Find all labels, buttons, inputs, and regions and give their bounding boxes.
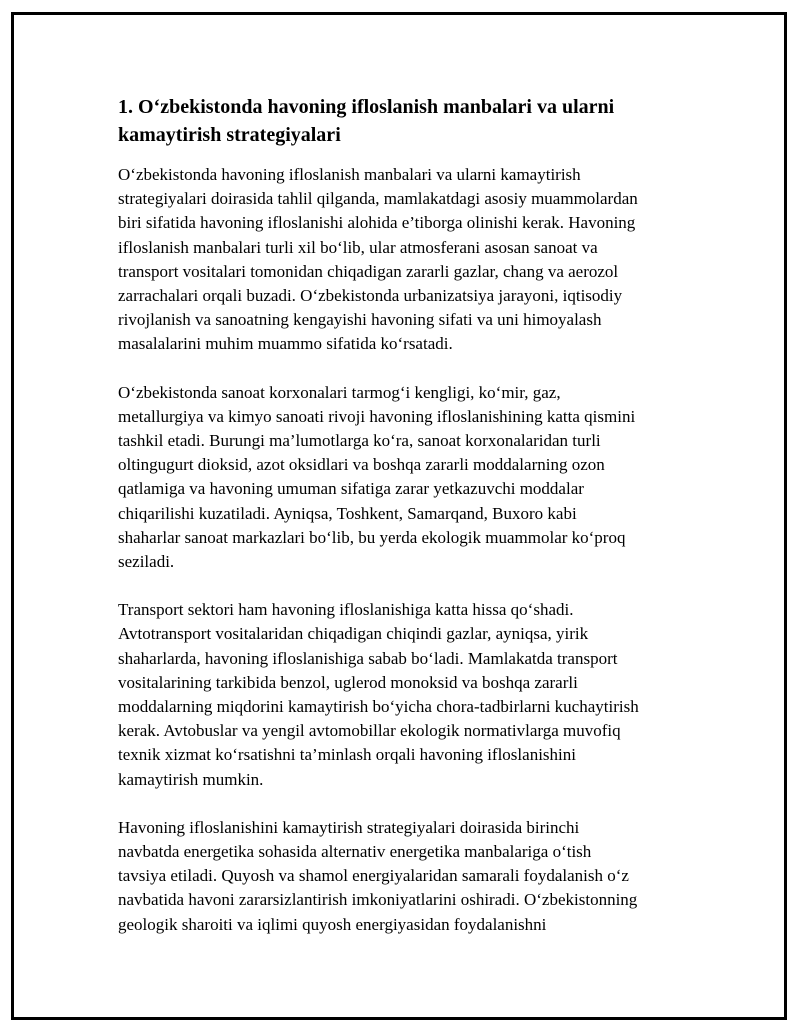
- text-line: kerak. Avtobuslar va yengil avtomobillar ekologik normativlarga muvofiq: [118, 721, 621, 741]
- document-body: [118, 93, 690, 937]
- heading-line: 1. O‘zbekistonda havoning ifloslanish manbalari va ularni: [118, 96, 615, 118]
- text-line: navbatda energetika sohasida alternativ energetika manbalariga o‘tish: [118, 842, 592, 862]
- text-line: moddalarning miqdorini kamaytirish bo‘yicha chora-tadbirlarni kuchaytirish: [118, 697, 639, 717]
- text-line: shaharlar sanoat markazlari bo‘lib, bu yerda ekologik muammolar ko‘proq: [118, 527, 626, 547]
- text-line: oltingugurt dioksid, azot oksidlari va boshqa zararli moddalarning ozon: [118, 455, 605, 475]
- text-line: texnik xizmat ko‘rsatishni ta’minlash orqali havoning ifloslanishini: [118, 745, 576, 765]
- text-line: Havoning ifloslanishini kamaytirish strategiyalari doirasida birinchi: [118, 817, 580, 837]
- text-line: tashkil etadi. Burungi ma’lumotlarga ko‘ra, sanoat korxonalaridan turli: [118, 431, 601, 451]
- paragraph-gap: [118, 357, 690, 381]
- paragraph-2: [118, 381, 690, 575]
- text-line: navbatida havoni zararsizlantirish imkoniyatlarini oshiradi. O‘zbekistonning: [118, 890, 638, 910]
- text-line: tavsiya etiladi. Quyosh va shamol energiyalaridan samarali foydalanish o‘z: [118, 866, 629, 886]
- text-line: metallurgiya va kimyo sanoati rivoji havoning ifloslanishining katta qismini: [118, 406, 636, 426]
- text-line: zarrachalari orqali buzadi. O‘zbekistonda urbanizatsiya jarayoni, iqtisodiy: [118, 286, 623, 306]
- paragraph-gap: [118, 792, 690, 816]
- text-line: transport vositalari tomonidan chiqadigan zararli gazlar, chang va aerozol: [118, 261, 619, 281]
- paragraph-1: [118, 163, 690, 357]
- text-line: strategiyalari doirasida tahlil qilganda, mamlakatdagi asosiy muammolardan: [118, 189, 638, 209]
- paragraph-4: [118, 816, 690, 937]
- text-line: rivojlanish va sanoatning kengayishi havoning sifati va uni himoyalash: [118, 310, 602, 330]
- text-line: biri sifatida havoning ifloslanishi alohida e’tiborga olinishi kerak. Havoning: [118, 213, 636, 233]
- text-line: kamaytirish mumkin.: [118, 769, 264, 789]
- text-line: seziladi.: [118, 552, 175, 572]
- text-line: Transport sektori ham havoning ifloslanishiga katta hissa qo‘shadi.: [118, 600, 574, 620]
- section-heading: [118, 93, 690, 149]
- paragraph-gap: [118, 574, 690, 598]
- paragraph-3: [118, 598, 690, 792]
- text-line: ifloslanish manbalari turli xil bo‘lib, ular atmosferani asosan sanoat va: [118, 237, 598, 257]
- text-line: masalalarini muhim muammo sifatida ko‘rsatadi.: [118, 334, 453, 354]
- text-line: Avtotransport vositalaridan chiqadigan chiqindi gazlar, ayniqsa, yirik: [118, 624, 589, 644]
- heading-line: kamaytirish strategiyalari: [118, 124, 341, 146]
- text-line: vositalarining tarkibida benzol, uglerod monoksid va boshqa zararli: [118, 672, 578, 692]
- text-line: shaharlarda, havoning ifloslanishiga sabab bo‘ladi. Mamlakatda transport: [118, 648, 618, 668]
- text-line: geologik sharoiti va iqlimi quyosh energiyasidan foydalanishni: [118, 914, 547, 934]
- text-line: O‘zbekistonda havoning ifloslanish manbalari va ularni kamaytirish: [118, 165, 581, 184]
- text-line: qatlamiga va havoning umuman sifatiga zarar yetkazuvchi moddalar: [118, 479, 584, 499]
- text-line: chiqarilishi kuzatiladi. Ayniqsa, Toshkent, Samarqand, Buxoro kabi: [118, 503, 577, 523]
- text-line: O‘zbekistonda sanoat korxonalari tarmog‘i kengligi, ko‘mir, gaz,: [118, 382, 561, 402]
